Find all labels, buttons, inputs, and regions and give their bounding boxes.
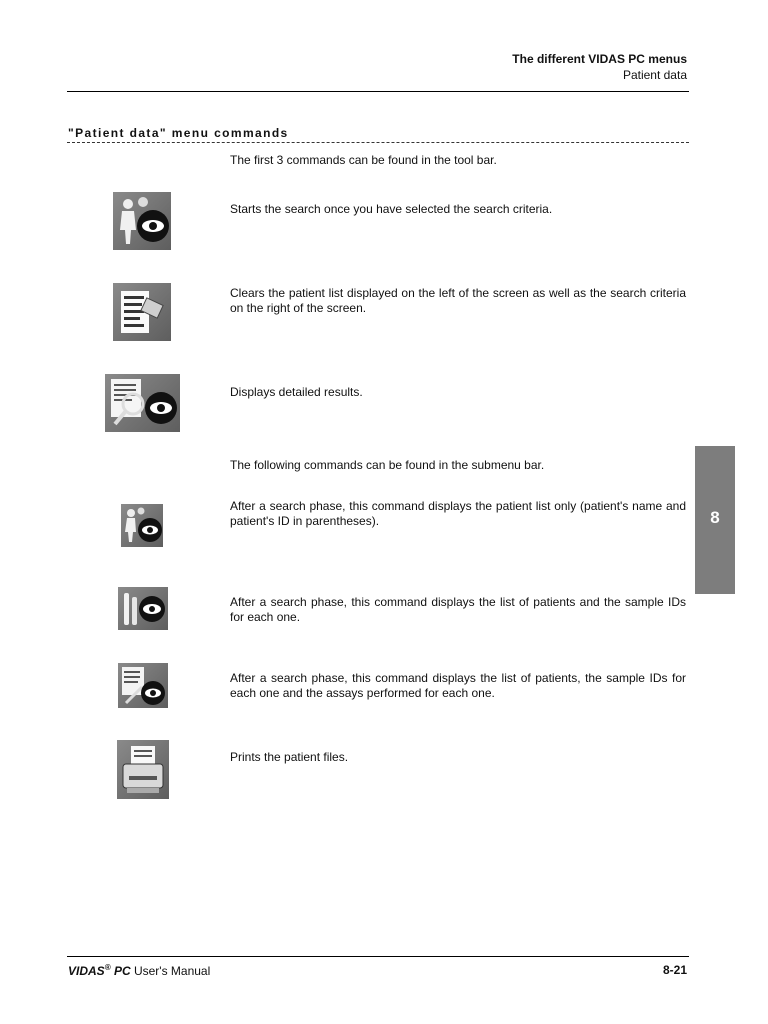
header-rule [67,91,689,92]
command-description-3: Displays detailed results. [230,385,363,399]
command-description-7: Prints the patient files. [230,750,349,764]
print-icon [117,740,169,799]
footer-manual-label: User's Manual [130,964,211,978]
header-title: The different VIDAS PC menus [512,52,687,66]
command-description-1: Starts the search once you have selected the search criteria. [230,202,553,216]
command-description-6: After a search phase, this command displays the list of patients, the sample IDs for each one and the assays performed for each one. [230,671,686,700]
search-patients-icon [113,192,171,250]
detailed-results-icon [105,374,180,432]
footer-rule [67,956,689,957]
patient-list-icon [121,504,163,547]
command-description-4: After a search phase, this command displays the patient list only (patient's name and patient's ID in parentheses). [230,499,686,528]
page-number: 8-21 [662,963,687,977]
intro-toolbar-text: The first 3 commands can be found in the tool bar. [230,153,497,167]
footer-manual-title [68,963,210,978]
intro-submenu-text: The following commands can be found in the submenu bar. [230,458,545,472]
section-title: "Patient data" menu commands [68,126,289,140]
patients-samples-icon [118,587,168,630]
header-subtitle: Patient data [622,68,687,82]
footer-brand: VIDAS [68,964,105,978]
patients-samples-assays-icon [118,663,168,708]
section-rule [67,142,689,143]
clear-list-icon [113,283,171,341]
command-description-5: After a search phase, this command displays the list of patients and the sample IDs for each one. [230,595,686,624]
chapter-number: 8 [710,508,720,527]
footer-registered-mark: ® [104,963,111,972]
command-description-2: Clears the patient list displayed on the left of the screen as well as the search criteria on the right of the screen. [230,286,686,315]
footer-product-name: PC [113,964,131,978]
